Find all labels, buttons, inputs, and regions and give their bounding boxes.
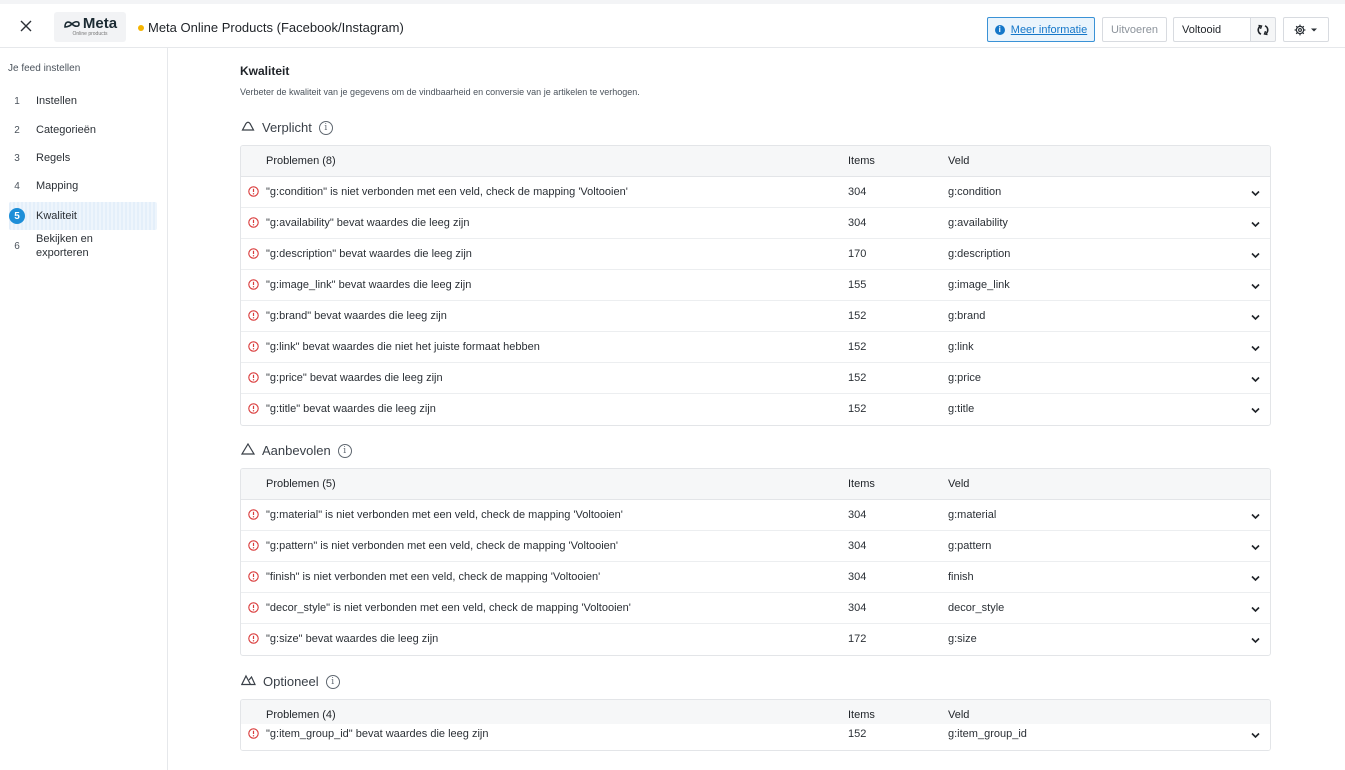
step-label: Mapping (36, 180, 79, 192)
error-icon (248, 217, 259, 231)
field-name: g:price (948, 372, 982, 384)
table-header (241, 146, 1270, 177)
table-row[interactable] (241, 394, 1270, 425)
chevron-down-icon[interactable] (1251, 312, 1260, 324)
sidebar-step-5[interactable] (9, 202, 157, 230)
field-name: g:image_link (948, 279, 1010, 291)
chevron-down-icon[interactable] (1251, 730, 1260, 742)
column-header-field: Veld (948, 155, 970, 167)
table-row[interactable] (241, 332, 1270, 363)
sidebar-step-2[interactable] (9, 122, 157, 138)
chevron-down-icon[interactable] (1251, 188, 1260, 200)
logo-subtext: Online products (72, 31, 108, 37)
column-header-problems: Problemen (5) (266, 478, 336, 490)
info-icon[interactable]: i (338, 444, 352, 458)
logo-text: Meta (82, 15, 118, 32)
field-name: g:pattern (948, 540, 992, 552)
problem-message: "g:description" bevat waardes die leeg zijn (266, 248, 472, 260)
error-icon (248, 310, 259, 324)
chevron-down-icon[interactable] (1251, 219, 1260, 231)
sidebar-step-6[interactable] (9, 231, 157, 261)
chevron-down-icon[interactable] (1251, 281, 1260, 293)
meta-logo (54, 12, 126, 42)
problem-message: "g:image_link" bevat waardes die leeg zijn (266, 279, 472, 291)
table-row[interactable] (241, 301, 1270, 332)
error-icon (248, 728, 259, 742)
field-name: finish (948, 571, 974, 583)
error-icon (248, 248, 259, 262)
group-title-verplicht (241, 120, 333, 135)
step-label: Bekijken en exporteren (36, 233, 93, 259)
table-row[interactable] (241, 500, 1270, 531)
field-name: g:availability (948, 217, 1008, 229)
table-row[interactable] (241, 177, 1270, 208)
problem-message: "g:pattern" is niet verbonden met een veld, check de mapping 'Voltooien' (266, 540, 619, 552)
sidebar-step-3[interactable] (9, 150, 157, 166)
table-row[interactable] (241, 239, 1270, 270)
table-row[interactable] (241, 208, 1270, 239)
field-name: g:description (948, 248, 1011, 260)
table-row[interactable] (241, 270, 1270, 301)
problem-message: "g:price" bevat waardes die leeg zijn (266, 372, 443, 384)
table-row[interactable] (241, 624, 1270, 655)
column-header-problems: Problemen (4) (266, 709, 336, 721)
chevron-down-icon[interactable] (1251, 511, 1260, 523)
field-name: g:condition (948, 186, 1002, 198)
run-button[interactable]: Uitvoeren (1102, 17, 1167, 42)
item-count: 152 (848, 310, 867, 322)
caret-down-icon (1310, 26, 1318, 34)
error-icon (248, 403, 259, 417)
item-count: 304 (848, 571, 867, 583)
field-name: g:size (948, 633, 977, 645)
table-header (241, 700, 1270, 724)
item-count: 304 (848, 602, 867, 614)
sidebar-step-1[interactable] (9, 93, 157, 109)
top-bar (0, 0, 1345, 48)
column-header-problems: Problemen (8) (266, 155, 336, 167)
step-number: 5 (9, 208, 25, 224)
page-title: Meta Online Products (Facebook/Instagram) (148, 20, 404, 35)
settings-dropdown[interactable] (1283, 17, 1329, 42)
close-icon (20, 20, 32, 32)
step-number: 4 (14, 180, 20, 192)
chevron-down-icon[interactable] (1251, 542, 1260, 554)
table-row[interactable] (241, 724, 1270, 750)
section-description: Verbeter de kwaliteit van je gegevens om de vindbaarheid en conversie van je artikelen te verhogen. (240, 87, 640, 97)
problem-message: "g:brand" bevat waardes die leeg zijn (266, 310, 447, 322)
problems-table-verplicht (240, 145, 1271, 426)
gear-icon (1294, 24, 1306, 36)
problems-table-optioneel (240, 699, 1271, 751)
problem-message: "g:item_group_id" bevat waardes die leeg zijn (266, 728, 489, 740)
table-row[interactable] (241, 562, 1270, 593)
chevron-down-icon[interactable] (1251, 604, 1260, 616)
field-name: g:brand (948, 310, 986, 322)
status-dot (138, 25, 144, 31)
chevron-down-icon[interactable] (1251, 635, 1260, 647)
chevron-down-icon[interactable] (1251, 250, 1260, 262)
step-number: 3 (14, 152, 20, 164)
table-row[interactable] (241, 531, 1270, 562)
refresh-icon (1257, 24, 1269, 36)
chevron-down-icon[interactable] (1251, 573, 1260, 585)
low-priority-icon (241, 120, 255, 135)
field-name: decor_style (948, 602, 1005, 614)
group-name: Optioneel (263, 674, 319, 689)
error-icon (248, 279, 259, 293)
info-icon[interactable]: i (326, 675, 340, 689)
problem-message: "g:condition" is niet verbonden met een veld, check de mapping 'Voltooien' (266, 186, 628, 198)
item-count: 304 (848, 540, 867, 552)
status-field: Voltooid (1173, 17, 1251, 42)
step-label: Kwaliteit (36, 210, 77, 222)
problems-table-aanbevolen (240, 468, 1271, 656)
group-name: Verplicht (262, 120, 312, 135)
field-name: g:item_group_id (948, 728, 1027, 740)
error-icon (248, 540, 259, 554)
table-row[interactable] (241, 363, 1270, 394)
problem-message: "g:availability" bevat waardes die leeg zijn (266, 217, 470, 229)
more-info-label: Meer informatie (1010, 23, 1088, 36)
triangle-icon (241, 443, 255, 458)
column-header-field: Veld (948, 478, 970, 490)
problem-message: "decor_style" is niet verbonden met een veld, check de mapping 'Voltooien' (266, 602, 631, 614)
problem-message: "g:material" is niet verbonden met een veld, check de mapping 'Voltooien' (266, 509, 623, 521)
column-header-items: Items (848, 478, 875, 490)
item-count: 304 (848, 217, 867, 229)
error-icon (248, 341, 259, 355)
item-count: 152 (848, 372, 867, 384)
step-label: Categorieën (36, 124, 96, 136)
close-button[interactable] (17, 17, 35, 35)
refresh-button[interactable] (1250, 17, 1276, 42)
sidebar (0, 48, 168, 770)
item-count: 152 (848, 728, 867, 740)
chevron-down-icon[interactable] (1251, 343, 1260, 355)
info-icon[interactable]: i (319, 121, 333, 135)
table-header (241, 469, 1270, 500)
error-icon (248, 602, 259, 616)
error-icon (248, 186, 259, 200)
item-count: 172 (848, 633, 867, 645)
problem-message: "g:title" bevat waardes die leeg zijn (266, 403, 436, 415)
column-header-items: Items (848, 155, 875, 167)
column-header-items: Items (848, 709, 875, 721)
section-title: Kwaliteit (240, 64, 290, 78)
group-title-aanbevolen (241, 443, 352, 458)
step-label: Instellen (36, 95, 77, 107)
step-number: 6 (14, 240, 20, 252)
meta-infinity-icon (63, 19, 81, 29)
field-name: g:title (948, 403, 975, 415)
item-count: 152 (848, 341, 867, 353)
problem-message: "finish" is niet verbonden met een veld, check de mapping 'Voltooien' (266, 571, 601, 583)
step-number: 1 (14, 95, 20, 107)
error-icon (248, 633, 259, 647)
error-icon (248, 372, 259, 386)
step-label: Regels (36, 152, 71, 164)
group-title-optioneel (241, 674, 340, 689)
group-name: Aanbevolen (262, 443, 331, 458)
optional-triangle-icon (241, 674, 256, 689)
chevron-down-icon[interactable] (1251, 405, 1260, 417)
info-icon: i (995, 25, 1005, 35)
item-count: 304 (848, 186, 867, 198)
column-header-field: Veld (948, 709, 970, 721)
table-row[interactable] (241, 593, 1270, 624)
item-count: 170 (848, 248, 867, 260)
error-icon (248, 509, 259, 523)
more-info-button[interactable] (987, 17, 1095, 42)
item-count: 155 (848, 279, 867, 291)
item-count: 304 (848, 509, 867, 521)
step-number: 2 (14, 124, 20, 136)
sidebar-step-4[interactable] (9, 178, 157, 194)
item-count: 152 (848, 403, 867, 415)
chevron-down-icon[interactable] (1251, 374, 1260, 386)
sidebar-heading: Je feed instellen (8, 63, 81, 74)
error-icon (248, 571, 259, 585)
field-name: g:link (948, 341, 974, 353)
field-name: g:material (948, 509, 997, 521)
problem-message: "g:link" bevat waardes die niet het juiste formaat hebben (266, 341, 540, 353)
problem-message: "g:size" bevat waardes die leeg zijn (266, 633, 439, 645)
